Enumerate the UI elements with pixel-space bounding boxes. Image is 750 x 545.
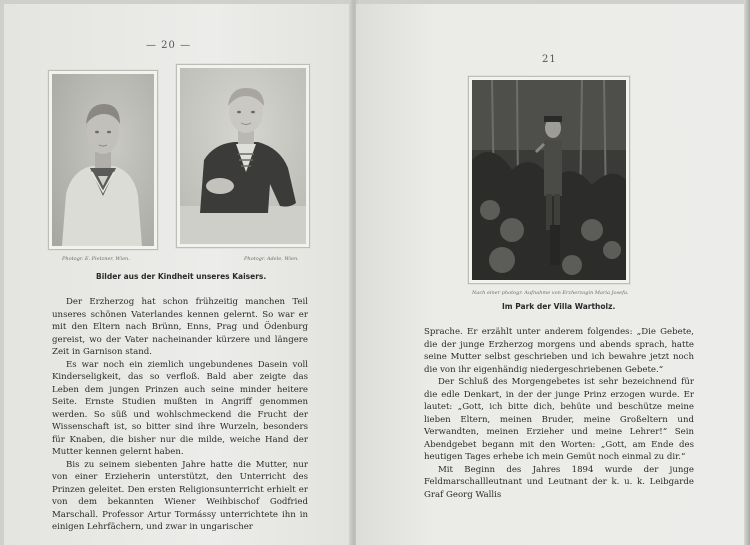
left-caption: Bilder aus der Kindheit unseres Kaisers. — [96, 272, 267, 281]
portrait-dark-jacket-image — [180, 68, 306, 244]
book-edge — [744, 0, 750, 545]
photo-credit-right: Photogr. Adele, Wien. — [244, 256, 299, 262]
right-paragraph-3: Mit Beginn des Jahres 1894 wurde der junge Feldmarschallleutnant und Leutnant der k. u. k. Leibgarde Graf Georg Wallis — [424, 464, 694, 500]
park-scene-image — [472, 80, 626, 280]
right-paragraph-2: Der Schluß des Morgengebetes ist sehr bezeichnend für die edle Denkart, in der der junge Prinz erzogen wurde. Er lautet: „Gott, ich bitte dich, behüte und beschütze meine lieben Eltern, meinen Bruder, meine Großeltern und Verwandten, meinen Erzieher und meine Lehrer!“ Sein Abendgebet begann mit den Worten: „Gott, am Ende des heutigen Tages erhebe ich mein Gemüt noch einmal zu dir.“ — [424, 377, 694, 462]
left-paragraph-1: Der Erzherzog hat schon frühzeitig manchen Teil unseres schönen Vaterlandes kennen gelernt. So war er mit den Eltern nach Brünn, Enns, Prag und Ödenburg gereist, wo der Vater nacheinander kürzere und längere Zeit in Garnison stand. — [52, 297, 308, 357]
photo-boy-in-park — [468, 76, 630, 284]
left-paragraph-3: Bis zu seinem siebenten Jahre hatte die Mutter, nur von einer Erzieherin unterstützt, den Unterricht des Prinzen geleitet. Den ersten Religionsunterricht erhielt er von dem bekannten Wiener Weihbischof Godfried Marschall. Professor Artur Tormássy unterrichtete ihn in einigen Lehrfächern, und zwar in ungarischer — [52, 459, 308, 532]
left-body-text — [52, 296, 308, 534]
right-caption: Im Park der Villa Wartholz. — [502, 302, 616, 311]
photo-credit-park: Nach einer photogr. Aufnahme von Erzherzogin Maria Josefa. — [472, 290, 629, 296]
left-page — [4, 4, 352, 545]
right-page — [356, 4, 744, 545]
page-number-right: 21 — [542, 54, 557, 65]
page-number-left: — 20 — — [146, 40, 192, 51]
left-paragraph-2: Es war noch ein ziemlich ungebundenes Dasein voll Kinderseligkeit, das so verfloß. Bald aber zeigte das Leben dem jungen Prinzen auch seine minder heitere Seite. Ernste Studien mußten in Angriff genommen werden. So süß und wohlschmeckend die Frucht der Wissenschaft ist, so bitter sind ihre Wurzeln, besonders für Knaben, die bisher nur die milde, weiche Hand der Mutter kennen gelernt haben. — [52, 359, 308, 457]
photo-boy-sailor-suit — [48, 70, 158, 250]
photo-credit-left: Photogr. E. Pietzner, Wien. — [62, 256, 130, 262]
right-body-text — [424, 326, 694, 501]
photo-boy-dark-jacket — [176, 64, 310, 248]
portrait-sailor-suit-image — [52, 74, 154, 246]
right-paragraph-1: Sprache. Er erzählt unter anderem folgendes: „Die Gebete, die der junge Erzherzog morgens und abends sprach, hatte seine Mutter selbst geschrieben und ich bewahre jetzt noch die von ihr eigenhändig niedergeschriebenen Gebete.“ — [424, 327, 694, 375]
